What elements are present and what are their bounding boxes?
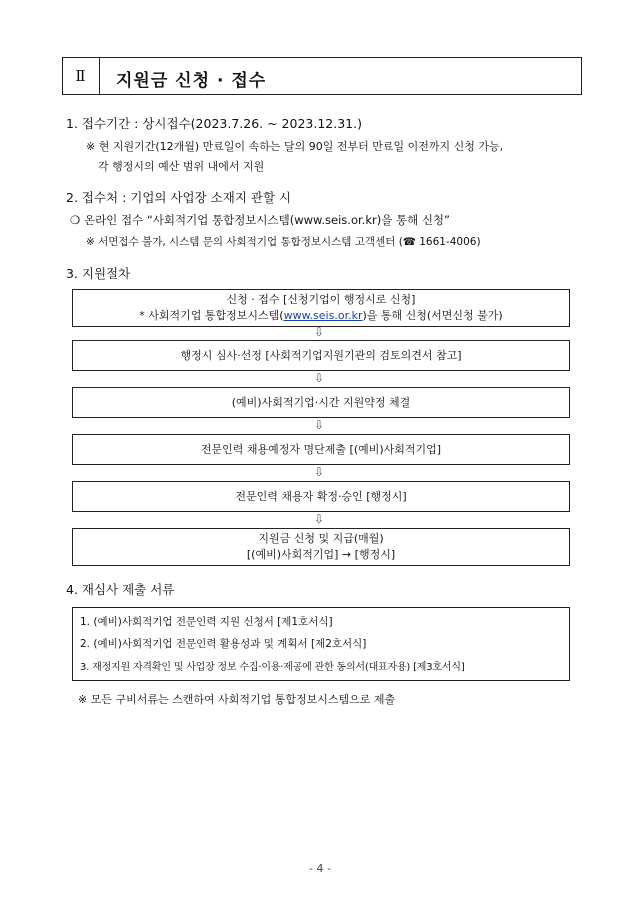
flow-step-3-text: (예비)사회적기업·시간 지원약정 체결	[231, 395, 411, 409]
flow-step-4-text: 전문인력 채용예정자 명단제출 [(예비)사회적기업]	[200, 442, 442, 456]
s2-online: ❍ 온라인 접수 “사회적기업 통합정보시스템(www.seis.or.kr)을 통해 신청”	[70, 213, 451, 227]
s1-note-2: 각 행정시의 예산 범위 내에서 지원	[98, 160, 265, 173]
s4-note: ※ 모든 구비서류는 스캔하여 사회적기업 통합정보시스템으로 제출	[78, 693, 396, 706]
s4-title: 4. 재심사 제출 서류	[66, 582, 175, 597]
flow-step-1-line2: * 사회적기업 통합정보시스템(www.seis.or.kr)을 통해 신청(서면신청 불가)	[139, 309, 503, 322]
flow-arrow-icon: ⇩	[313, 371, 325, 385]
s1-title: 1. 접수기간 : 상시접수(2023.7.26. ~ 2023.12.31.)	[66, 116, 362, 131]
flow-step-1-line1: 신청 · 접수 [신청기업이 행정시로 신청]	[226, 293, 416, 306]
s2-note: ※ 서면접수 불가, 시스템 문의 사회적기업 통합정보시스템 고객센터 (☎ 1661-4006)	[86, 236, 481, 248]
doc-item-3: 3. 재정지원 자격확인 및 사업장 정보 수집·이용·제공에 관한 동의서(대표자용) [제3호서식]	[80, 662, 465, 673]
s3-title: 3. 지원절차	[66, 266, 131, 281]
section-title: 지원금 신청 · 접수	[116, 71, 267, 91]
doc-item-2: 2. (예비)사회적기업 전문인력 활용성과 및 계획서 [제2호서식]	[80, 638, 367, 650]
flow-step-2	[72, 340, 570, 371]
section-number: Ⅱ	[62, 57, 100, 95]
flow-step-5	[72, 481, 570, 512]
doc-item-1: 1. (예비)사회적기업 전문인력 지원 신청서 [제1호서식]	[80, 616, 333, 628]
flow-arrow-icon: ⇩	[313, 325, 325, 339]
flow-step-2-text: 행정시 심사·선정 [사회적기업지원기관의 검토의견서 참고]	[180, 348, 462, 362]
flow-arrow-icon: ⇩	[313, 465, 325, 479]
flow-step-5-text: 전문인력 채용자 확정·승인 [행정시]	[235, 489, 407, 503]
flow-step-6-line2: [(예비)사회적기업] → [행정시]	[246, 548, 396, 561]
flow-arrow-icon: ⇩	[313, 512, 325, 526]
s2-title: 2. 접수처 : 기업의 사업장 소재지 관할 시	[66, 190, 292, 205]
s1-note-1: ※ 현 지원기간(12개월) 만료일이 속하는 달의 90일 전부터 만료일 이전까지 신청 가능,	[86, 140, 504, 153]
flow-step-4	[72, 434, 570, 465]
flow-step-1	[72, 289, 570, 327]
flow-step-6	[72, 528, 570, 566]
page-number: - 4 -	[309, 862, 331, 875]
flow-step-6-line1: 지원금 신청 및 지급(매월)	[258, 532, 384, 545]
seis-link[interactable]: www.seis.or.kr	[283, 309, 363, 322]
flow-step-3	[72, 387, 570, 418]
flow-arrow-icon: ⇩	[313, 418, 325, 432]
